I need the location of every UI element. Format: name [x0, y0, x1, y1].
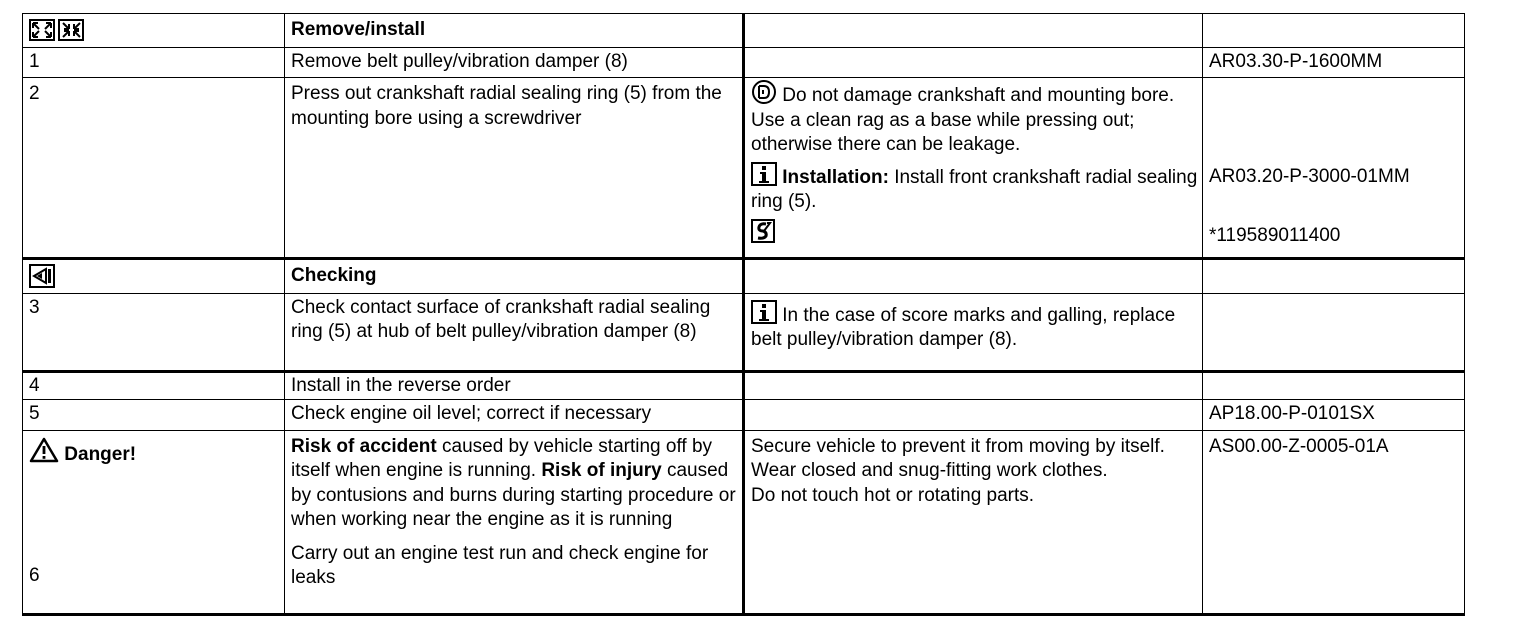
table-row [23, 399, 1465, 430]
empty-cell [1203, 259, 1465, 294]
risk-injury-label: Risk of injury [541, 460, 662, 481]
risk-accident-text: caused by vehicle starting off by itself when engine is running. [291, 435, 713, 481]
remove-install-icon [29, 19, 85, 41]
special-tool-icon [751, 219, 775, 243]
section-title: Checking [285, 259, 744, 294]
empty-cell [1203, 371, 1465, 399]
empty-cell [1203, 293, 1465, 371]
procedure-table [22, 13, 1465, 616]
info-icon [751, 162, 777, 186]
reference-link[interactable]: AS00.00-Z-0005-01A [1203, 430, 1465, 614]
info-text: In the case of score marks and galling, replace belt pulley/vibration damper (8). [751, 304, 1176, 350]
references-cell [1203, 78, 1465, 259]
tool-reference-link[interactable]: *119589011400 [1209, 224, 1341, 246]
step-text: Carry out an engine test run and check engine for leaks [291, 542, 709, 588]
section-header-row [23, 14, 1465, 48]
reference-link[interactable]: AR03.20-P-3000-01MM [1209, 166, 1410, 187]
empty-cell [1203, 14, 1465, 48]
table-row [23, 78, 1465, 259]
danger-measures-cell [744, 430, 1203, 614]
caution-text: Do not damage crankshaft and mounting bore. Use a clean rag as a base while pressing out; otherwise there can be leakage. [751, 85, 1175, 155]
empty-cell [744, 48, 1203, 78]
step-text: Install in the reverse order [285, 371, 744, 399]
caution-note [751, 80, 1202, 158]
info-note [751, 300, 1202, 353]
danger-risk-text [291, 435, 742, 533]
step-number: 3 [23, 293, 285, 371]
info-text: Install front crankshaft radial sealing ring (5). [751, 166, 1198, 212]
section-title: Remove/install [285, 14, 744, 48]
step-text: Remove belt pulley/vibration damper (8) [285, 48, 744, 78]
table-row [23, 48, 1465, 78]
step-number: 1 [23, 48, 285, 78]
step-number: 6 [29, 565, 40, 586]
notes-cell [744, 78, 1203, 259]
table-row [23, 371, 1465, 399]
notes-cell [744, 293, 1203, 371]
danger-row [23, 430, 1465, 614]
empty-cell [744, 259, 1203, 294]
caution-icon [751, 80, 777, 104]
empty-cell [744, 14, 1203, 48]
reference-link[interactable]: AR03.30-P-1600MM [1203, 48, 1465, 78]
measure-text: Do not touch hot or rotating parts. [751, 484, 1035, 506]
reference-link[interactable]: AP18.00-P-0101SX [1203, 399, 1465, 430]
measure-text: Secure vehicle to prevent it from moving by itself. [751, 435, 1165, 457]
measure-text: Wear closed and snug-fitting work clothes. [751, 460, 1108, 481]
danger-label-wrap [29, 437, 284, 468]
danger-cell [23, 430, 285, 614]
step-number: 5 [23, 399, 285, 430]
step-number: 2 [23, 78, 285, 259]
danger-warning-icon [29, 437, 59, 463]
risk-accident-label: Risk of accident [291, 435, 437, 457]
section-header-row [23, 259, 1465, 294]
info-note [751, 162, 1202, 215]
danger-text-cell [285, 430, 744, 614]
step-number: 4 [23, 371, 285, 399]
checking-icon [29, 264, 55, 288]
section-icons-cell [23, 14, 285, 48]
info-label: Installation: [782, 166, 889, 188]
risk-injury-text: caused by contusions and burns during starting procedure or when working near the engine as it is running [291, 460, 736, 530]
step-text: Check engine oil level; correct if necessary [285, 399, 744, 430]
danger-label: Danger! [64, 443, 137, 465]
section-icons-cell [23, 259, 285, 294]
step-text: Press out crankshaft radial sealing ring (5) from the mounting bore using a screwdriver [285, 78, 744, 259]
table-row [23, 293, 1465, 371]
empty-cell [744, 371, 1203, 399]
step-text: Check contact surface of crankshaft radial sealing ring (5) at hub of belt pulley/vibration damper (8) [285, 293, 744, 371]
info-icon [751, 300, 777, 324]
empty-cell [744, 399, 1203, 430]
